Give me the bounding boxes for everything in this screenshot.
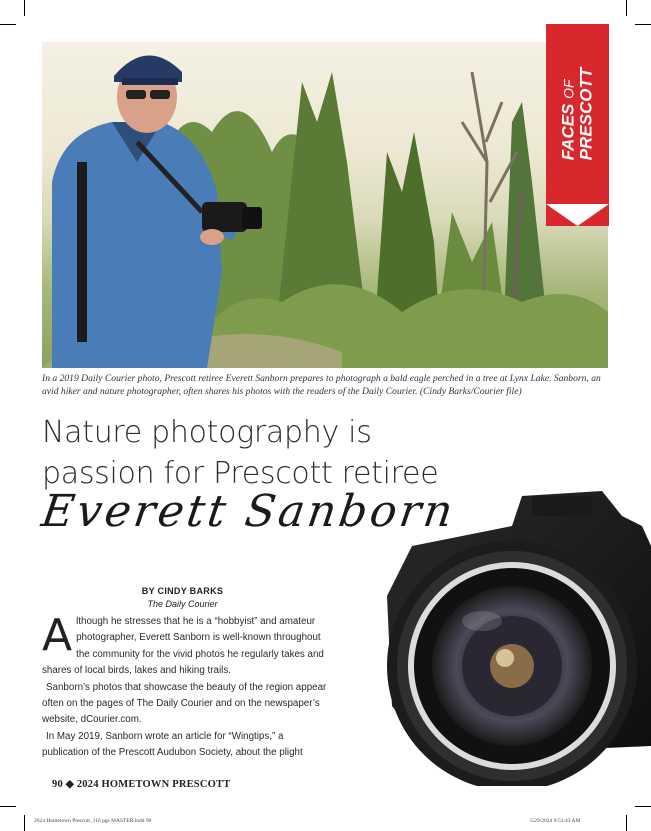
section-banner — [546, 24, 609, 226]
publication-title: 2024 HOMETOWN PRESCOTT — [76, 779, 231, 790]
paragraph: Sanborn’s photos that showcase the beauty of the region appear often on the pages of The Daily Courier and on the newspaper’s website, dCourier.com. — [42, 681, 327, 726]
diamond-icon: ◆ — [65, 779, 75, 790]
crop-mark — [635, 806, 651, 807]
headline-line2: passion for Prescott retiree — [42, 456, 439, 491]
byline-author: BY CINDY BARKS — [141, 586, 224, 596]
page-footer — [52, 778, 230, 790]
page-number: 90 — [52, 779, 63, 790]
crop-mark — [0, 806, 16, 807]
headline — [42, 412, 562, 494]
crop-mark — [635, 24, 651, 25]
crop-mark — [0, 24, 16, 25]
crop-mark — [24, 0, 25, 16]
paragraph: In May 2019, Sanborn wrote an article for “Wingtips,” a publication of the Prescott Audubon Society, about the plight — [42, 730, 303, 759]
camera-icon — [372, 486, 651, 786]
crop-mark — [626, 0, 627, 16]
crop-mark — [626, 815, 627, 831]
banner-line2: PRESCOTT — [576, 67, 596, 161]
headline-line1: Nature photography is — [42, 415, 372, 450]
photo-caption: In a 2019 Daily Courier photo, Prescott retiree Everett Sanborn prepares to photograph a bald eagle perched in a tree at Lynx Lake. Sanborn, an avid hiker and nature photographer, often shares his photos with the readers of the Daily Courier. (Cindy Barks/Courier file) — [42, 373, 601, 397]
byline-publication: The Daily Courier — [147, 599, 218, 609]
byline — [115, 585, 250, 611]
article-body — [42, 610, 332, 762]
banner-line1: FACES OF — [558, 79, 578, 161]
crop-mark — [24, 815, 25, 831]
slug-right: 5/29/2024 9:51:43 AM — [530, 818, 581, 824]
drop-cap: A — [42, 610, 73, 661]
subject-name: Everett Sanborn — [38, 486, 459, 537]
slug-left: 2024 Hometown Prescott_116 pgs MASTER.indd 90 — [34, 818, 152, 824]
feature-photo — [42, 42, 608, 368]
paragraph: Although he stresses that he is a “hobbyist” and amateur photographer, Everett Sanborn is well-known throughout the community for the vivid photos he regularly takes and shares of local birds, lakes and hiking trails. — [42, 610, 324, 677]
